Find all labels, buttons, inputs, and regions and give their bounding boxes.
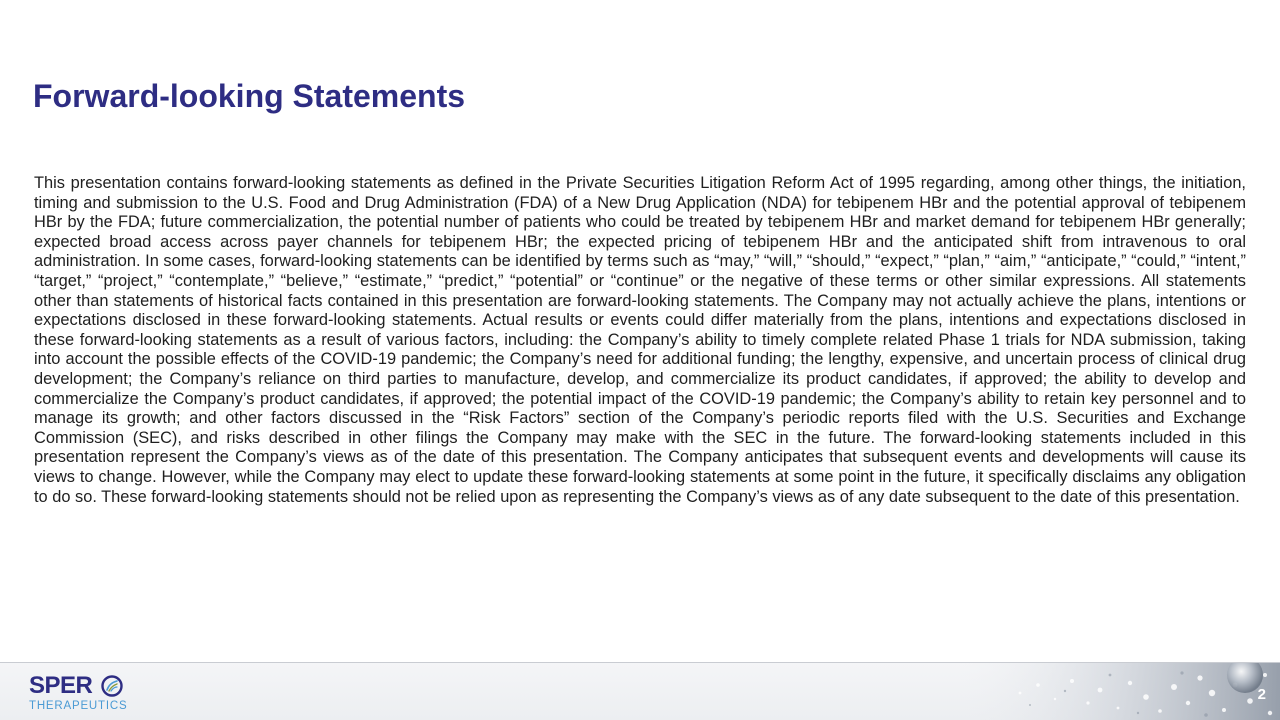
footer-decoration-graphic [960,663,1280,720]
slide-title: Forward-looking Statements [33,78,466,114]
logo-wordmark: SPER [29,672,93,699]
spero-sphere-icon [101,675,123,697]
slide-body-text: This presentation contains forward-looking statements as defined in the Private Securities Litigation Reform Act of 1995 regarding, among other things, the initiation, timing and submission to the U.S. Food and Drug Administration (FDA) of a New Drug Application (NDA) for tebipenem HBr and the potential approval of tebipenem HBr by the FDA; future commercialization, the potential number of patients who could be treated by tebipenem HBr and market demand for tebipenem HBr generally; expected broad access across payer channels for tebipenem HBr; the expected pricing of tebipenem HBr and the anticipated shift from intravenous to oral administration. In some cases, forward-looking statements can be identified by terms such as “may,” “will,” “should,” “expect,” “plan,” “aim,” “anticipate,” “could,” “intent,” “target,” “project,” “contemplate,” “believe,” “estimate,” “predict,” “potential” or “continue” or the negative of these terms or other similar expressions. All statements other than statements of historical facts contained in this presentation are forward-looking statements. The Company may not actually achieve the plans, intentions or expectations disclosed in these forward-looking statements. Actual results or events could differ materially from the plans, intentions and expectations disclosed in these forward-looking statements as a result of various factors, including: the Company’s ability to timely complete related Phase 1 trials for NDA submission, taking into account the possible effects of the COVID-19 pandemic; the Company’s need for additional funding; the lengthy, expensive, and uncertain process of clinical drug development; the Company’s reliance on third parties to manufacture, develop, and commercialize its product candidates, if approved; the ability to develop and commercialize the Company’s product candidates, if approved; the potential impact of the COVID-19 pandemic; the Company’s ability to retain key personnel and to manage its growth; and other factors discussed in the “Risk Factors” section of the Company’s periodic reports filed with the U.S. Securities and Exchange Commission (SEC), and risks described in other filings the Company may make with the SEC in the future. The forward-looking statements included in this presentation represent the Company’s views as of the date of this presentation. The Company anticipates that subsequent events and developments will cause its views to change. However, while the Company may elect to update these forward-looking statements at some point in the future, it specifically disclaims any obligation to do so. These forward-looking statements should not be relied upon as representing the Company’s views as of any date subsequent to the date of this presentation. [34,174,1246,506]
page-number: 2 [1257,686,1266,703]
spero-logo [29,673,169,717]
logo-subtitle: THERAPEUTICS [29,700,128,712]
slide-footer [0,662,1280,720]
